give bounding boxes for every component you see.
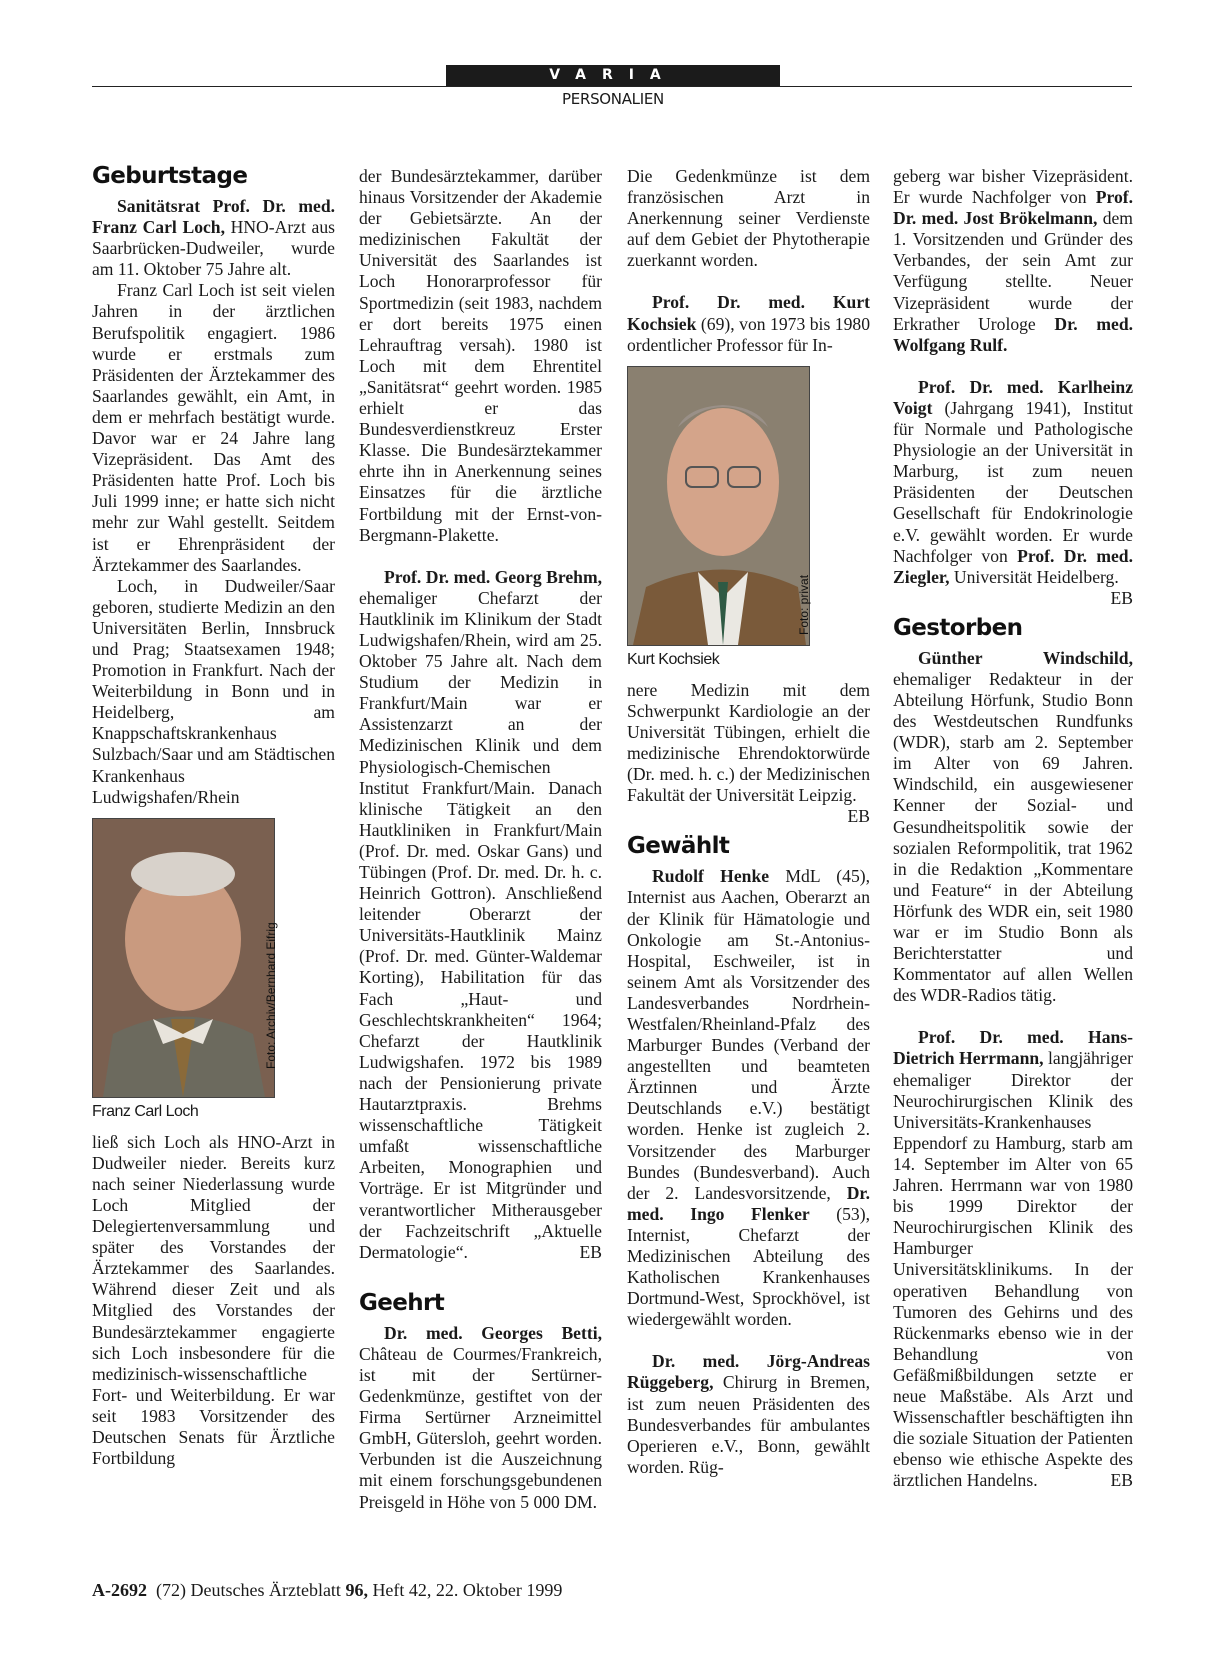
loch-paragraph-2: Franz Carl Loch ist seit vielen Jahren in der ärztlichen Berufspolitik engagiert. 1986 wurde er erstmals zum Präsidenten der Ärztekammer des Saarlandes gewählt, ein Amt, in dem er mehrfach bestätigt wurde. Davor war er 24 Jahre lang Vizepräsident. Das Amt des Präsidenten hatte Prof. Loch bis Juli 1999 inne; er hatte sich nicht mehr zur Wahl gestellt. Seitdem ist er Ehrenpräsident der Ärztekammer des Saarlandes. — [92, 280, 335, 575]
henke-entry — [627, 866, 870, 1330]
flenker-text: (53), Internist, Chefarzt der Medizinischen Abteilung des Katholischen Krankenhauses Dortmund-West, Sprockhövel, ist wiedergewählt worden. — [627, 1203, 870, 1330]
betti-text: Château de Courmes/Frankreich, ist mit der Sertürner-Gedenkmünze, gestiftet von der Firma Sertürner Arzneimittel GmbH, Gütersloh, geehrt worden. Verbunden ist die Auszeichnung mit einem forschungsgebundenen Preisgeld in Höhe von 5 000 DM. — [359, 1343, 602, 1512]
footer-issue: Heft 42, 22. Oktober 1999 — [367, 1580, 563, 1600]
kochsiek-name: Prof. Dr. med. Kurt Kochsiek — [627, 292, 870, 334]
heading-honored: Geehrt — [359, 1289, 445, 1316]
betti-entry-cont: Die Gedenkmünze ist dem französischen Arzt in Anerkennung seiner Verdienste auf dem Gebiet der Phytotherapie zuerkannt worden. — [627, 166, 870, 271]
loch-intro-text: HNO-Arzt aus Saarbrücken-Dudweiler, wurde am 11. Oktober 75 Jahre alt. — [92, 217, 335, 280]
column-3 — [627, 166, 870, 1478]
kochsiek-entry — [627, 292, 870, 355]
column-4 — [893, 166, 1133, 1491]
section-label: VARIA — [446, 65, 780, 86]
heading-birthdays: Geburtstage — [92, 163, 248, 189]
loch-photo-caption: Franz Carl Loch — [92, 1102, 199, 1120]
page-footer — [92, 1580, 562, 1601]
loch-paragraph-3-end: der Bundesärztekammer, darüber hinaus Vorsitzender der Akademie der Gebietsärzte. An der medizinischen Fakultät der Universität des Saarlandes ist Loch Honorarprofessor für Sportmedizin (seit 1983, nachdem er dort bereits 1975 einen Lehrauftrag versah). 1980 ist Loch mit dem Ehrentitel „Sanitätsrat“ geehrt worden. 1985 erhielt er das Bundesverdienstkreuz Erster Klasse. Die Bundesärztekammer ehrte ihn in Anerkennung seines Einsatzes für die ärztliche Fortbildung mit der Ernst-von-Bergmann-Plakette. — [359, 166, 602, 545]
loch-paragraph-3: Loch, in Dudweiler/Saar geboren, studierte Medizin an den Universitäten Berlin, Innsbruck und Prag; Staatsexamen 1948; Promotion in Frankfurt. Nach der Weiterbildung in Bonn und in Heidelberg, am Knappschaftskrankenhaus Sulzbach/Saar und am Städtischen Krankenhaus Ludwigshafen/Rhein — [92, 575, 335, 807]
loch-name: Sanitätsrat Prof. Dr. med. Franz Carl Loch, — [92, 196, 335, 238]
ziegler-name: Prof. Dr. med. Ziegler, — [893, 545, 1133, 587]
flenker-name: Dr. med. Ingo Flenker — [627, 1182, 870, 1224]
rueggeberg-text-2: geberg war bisher Vizepräsident. Er wurde Nachfolger von — [893, 166, 1133, 208]
kochsiek-photo — [627, 366, 810, 646]
brehm-name: Prof. Dr. med. Georg Brehm, — [384, 566, 602, 587]
betti-entry — [359, 1323, 602, 1513]
herrmann-entry — [893, 1027, 1133, 1491]
footer-volume: 96, — [345, 1580, 368, 1600]
windschild-text: ehemaliger Redakteur in der Abteilung Hörfunk, Studio Bonn des Westdeutschen Rundfunks (WDR), starb am 2. September im Alter von 69 Jahren. Windschild, ein ausgewiesener Kenner der Sozial- und Gesundheitspolitik sowie der sozialen Reformpolitik, trat 1962 in die Redaktion „Kommentare und Feature“ in der Abteilung Hörfunk des WDR ein, seit 1980 war er im Studio Bonn als Berichterstatter und Kommentator auf allen Wellen des WDR-Radios tätig. — [893, 668, 1133, 1006]
loch-portrait-image — [93, 819, 274, 1097]
kochsiek-portrait-image — [628, 367, 809, 645]
column-1 — [92, 162, 335, 1469]
broekelmann-name: Prof. Dr. med. Jost Brökelmann, — [893, 187, 1133, 229]
loch-photo-credit: Foto: Archiv/Bernhard Eifrig — [264, 921, 278, 1069]
heading-deceased: Gestorben — [893, 614, 1023, 641]
rueggeberg-entry — [627, 1351, 870, 1478]
henke-name: Rudolf Henke — [652, 866, 770, 887]
kochsiek-photo-credit: Foto: privat — [797, 574, 811, 635]
voigt-text-2: Universität Heidelberg. — [949, 566, 1119, 587]
signature-eb: EB — [1110, 587, 1133, 608]
rueggeberg-entry-cont — [893, 166, 1133, 356]
loch-photo — [92, 818, 278, 1098]
kochsiek-photo-caption: Kurt Kochsiek — [627, 650, 720, 668]
brehm-text: ehemaliger Chefarzt der Hautklinik im Klinikum der Stadt Ludwigshafen/Rhein, wird am 25. Oktober 75 Jahre alt. Nach dem Studium der Medizin in Frankfurt/Main war er Assistenzarzt an der Medizinischen Klinik und dem Physiologisch-Chemischen Institut Frankfurt/Main. Danach klinische Tätigkeit an den Hautkliniken in Frankfurt/Main (Prof. Dr. med. Oskar Gans) und Tübingen (Prof. Dr. med. Dr. h. c. Heinrich Gottron). Anschließend leitender Oberarzt der Universitäts-Hautklinik Mainz (Prof. Dr. med. Günter-Waldemar Korting), Habilitation für das Fach „Haut- und Geschlechtskrankheiten“ 1964; Chefarzt der Hautklinik Ludwigshafen. 1972 bis 1989 nach der Pensionierung private Hautarztpraxis. Brehms wissenschaftliche Tätigkeit umfaßt wissenschaftliche Arbeiten, Monographien und Vorträge. Er ist Mitgründer und verantwortlicher Mitherausgeber der Fachzeitschrift „Aktuelle Dermatologie“. — [359, 587, 602, 1262]
voigt-text: (Jahrgang 1941), Institut für Normale und Pathologische Physiologie an der Universität in Marburg, ist zum neuen Präsidenten der Deutschen Gesellschaft für Endokrinologie e.V. gewählt worden. Er wurde Nachfolger von — [893, 397, 1133, 566]
brehm-entry — [359, 567, 602, 1263]
column-2 — [359, 166, 602, 1513]
page-number: A-2692 — [92, 1580, 147, 1600]
henke-text: MdL (45), Internist aus Aachen, Oberarzt an der Klinik für Hämatologie und Onkologie am St.-Antonius-Hospital, Eschweiler, ist in seinem Amt als Vorsitzender des Landesverbandes Nordrhein-Westfalen/Rheinland-Pfalz des Marburger Bundes (Verband der angestellten und beamteten Ärztinnen und Ärzte Deutschlands e.V.) bestätigt worden. Henke ist zugleich 2. Vorsitzender des Marburger Bundes (Bundesverband). Auch der 2. Landesvorsitzende, — [627, 866, 870, 1203]
windschild-name: Günther Windschild, — [918, 647, 1133, 668]
signature-eb: EB — [579, 1241, 602, 1262]
footer-journal: (72) Deutsches Ärzteblatt — [156, 1580, 346, 1600]
voigt-name: Prof. Dr. med. Karlheinz Voigt — [893, 376, 1133, 418]
loch-paragraph-3-cont: ließ sich Loch als HNO-Arzt in Dudweiler nieder. Bereits kurz nach seiner Niederlassung wurde Loch Mitglied der Delegiertenversammlung und später des Vorstandes der Ärztekammer des Saarlandes. Während dieser Zeit und als Mitglied des Vorstandes der Bundesärztekammer engagierte sich Loch insbesondere für die medizinisch-wissenschaftliche Fort- und Weiterbildung. Er war seit 1983 Vorsitzender des Deutschen Senats für Ärztliche Fortbildung — [92, 1131, 335, 1469]
voigt-entry — [893, 376, 1133, 608]
kochsiek-text: (69), von 1973 bis 1980 ordentlicher Professor für In- — [627, 313, 870, 355]
rueggeberg-name: Dr. med. Jörg-Andreas Rüggeberg, — [627, 1351, 870, 1393]
header-rule — [92, 86, 1132, 87]
rueggeberg-text: Chirurg in Bremen, ist zum neuen Präsidenten des Bundesverbandes für ambulantes Operieren e.V., Bonn, gewählt worden. Rüg- — [627, 1372, 870, 1477]
herrmann-name: Prof. Dr. med. Hans-Dietrich Herrmann, — [893, 1027, 1133, 1069]
rueggeberg-text-3: dem 1. Vorsitzenden und Gründer des Verbandes, der sein Amt zur Verfügung stellte. Neuer Vizepräsident wurde der Erkrather Urologe — [893, 208, 1133, 334]
kochsiek-entry-cont — [627, 679, 870, 827]
subsection-label: PERSONALIEN — [562, 90, 664, 108]
betti-name: Dr. med. Georges Betti, — [384, 1322, 602, 1343]
kochsiek-text-2: nere Medizin mit dem Schwerpunkt Kardiologie an der Universität Tübingen, erhielt die medizinische Ehrendoktorwürde (Dr. med. h. c.) der Medizinischen Fakultät der Universität Leipzig. — [627, 679, 870, 806]
rulf-name: Dr. med. Wolfgang Rulf. — [893, 313, 1134, 355]
heading-elected: Gewählt — [627, 833, 730, 860]
loch-intro — [92, 196, 335, 280]
signature-eb: EB — [847, 806, 870, 827]
windschild-entry — [893, 648, 1133, 1007]
signature-eb: EB — [1110, 1470, 1133, 1491]
herrmann-text: langjähriger ehemaliger Direktor der Neurochirurgischen Klinik des Universitäts-Krankenhauses Eppendorf zu Hamburg, starb am 14. September im Alter von 65 Jahren. Herrmann war von 1980 bis 1999 Direktor der Neurochirurgischen Klinik des Hamburger Universitätsklinikums. In der operativen Behandlung von Tumoren des Gehirns und des Rückenmarks ebenso wie in der Behandlung von Gefäßmißbildungen setzte er neue Maßstäbe. Als Arzt und Wissenschaftler beschäftigten ihn die soziale Situation der Patienten ebenso wie ethische Aspekte des ärztlichen Handelns. — [893, 1048, 1133, 1491]
